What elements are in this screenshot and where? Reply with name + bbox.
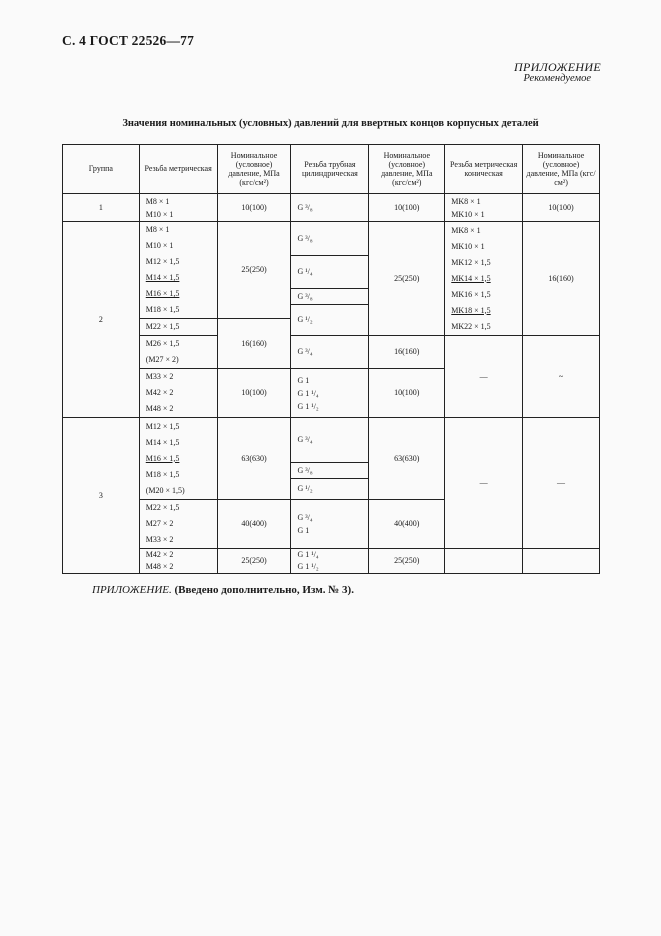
footnote-label: ПРИЛОЖЕНИЕ.	[92, 584, 172, 596]
thread-value: M14 × 1,5	[145, 273, 180, 282]
thread-value: M10 × 1	[145, 241, 174, 250]
metric-thread-cell	[139, 319, 217, 336]
footnote	[92, 584, 354, 596]
column-header: Резьба метрическая	[139, 145, 217, 194]
thread-value: (M27 × 2)	[145, 355, 179, 364]
pressure-cell: 10(100)	[217, 194, 291, 222]
pressure-cell: 25(250)	[369, 549, 445, 574]
table-row	[63, 418, 600, 500]
thread-value: G ³/₄	[291, 418, 368, 463]
thread-value: G ³/₄	[297, 513, 313, 522]
thread-value: M42 × 2	[145, 550, 174, 559]
thread-value: G ³/₈	[291, 289, 368, 305]
pressure-cell: 40(400)	[369, 500, 445, 549]
thread-value: MK8 × 1	[451, 225, 481, 235]
thread-value: G ¹/₂	[297, 314, 313, 324]
pressure-cell: 10(100)	[217, 369, 291, 418]
metric-thread-cell	[139, 194, 217, 222]
pressure-cell: 63(630)	[369, 418, 445, 500]
pipe-thread-cell	[291, 418, 369, 500]
thread-value: M27 × 2	[145, 519, 174, 528]
thread-value: M10 × 1	[145, 209, 174, 219]
thread-value: M16 × 1,5	[145, 289, 180, 298]
thread-value: (M20 × 1,5)	[145, 485, 185, 495]
pipe-thread-cell: G ³/₄	[291, 336, 369, 369]
thread-value: MK18 × 1,5	[451, 305, 491, 315]
pressure-cell: 10(100)	[369, 194, 445, 222]
conic-thread-cell: —	[445, 418, 523, 549]
thread-value: M12 × 1,5	[145, 421, 180, 431]
thread-value: G 1 ¹/₂	[297, 562, 319, 571]
thread-value: MK10 × 1	[451, 241, 485, 251]
pressure-cell: 40(400)	[217, 500, 291, 549]
thread-value: M26 × 1,5	[145, 339, 180, 348]
metric-thread-cell	[139, 336, 217, 369]
conic-thread-cell	[445, 222, 523, 336]
thread-value: G 1	[297, 526, 310, 535]
table-row	[63, 549, 600, 574]
footnote-text: (Введено дополнительно, Изм. № 3).	[174, 584, 354, 596]
thread-value: M18 × 1,5	[145, 305, 180, 314]
thread-value: G 1 ¹/₄	[297, 550, 319, 559]
metric-thread-cell	[139, 418, 217, 500]
conic-thread-cell: —	[445, 336, 523, 418]
pressure-cell: 10(100)	[523, 194, 600, 222]
table-header-row	[63, 145, 600, 194]
pipe-thread-cell	[291, 222, 369, 336]
pressure-cell: —	[523, 418, 600, 549]
pressure-cell: 25(250)	[217, 549, 291, 574]
thread-value: M22 × 1,5	[145, 503, 180, 512]
metric-thread-cell	[139, 500, 217, 549]
thread-value: MK22 × 1,5	[451, 321, 491, 331]
thread-value: M33 × 2	[145, 372, 174, 381]
column-header: Номинальное (условное) давление, МПа (кгс/см²)	[523, 145, 600, 194]
table-row	[63, 222, 600, 319]
thread-value: G 1	[297, 375, 310, 385]
pipe-thread-cell	[291, 549, 369, 574]
thread-value: MK14 × 1,5	[451, 273, 491, 283]
pressure-cell	[523, 549, 600, 574]
appendix-status: Рекомендуемое	[523, 73, 591, 84]
thread-value: M33 × 2	[145, 535, 174, 544]
column-header: Номинальное (условное) давление, МПа (кгс/см²)	[217, 145, 291, 194]
table-row	[63, 194, 600, 222]
pipe-thread-cell: G ³/₈	[291, 194, 369, 222]
pressure-cell: 16(160)	[369, 336, 445, 369]
thread-value: MK16 × 1,5	[451, 289, 491, 299]
group-cell: 1	[63, 194, 140, 222]
thread-value: MK8 × 1	[451, 196, 481, 206]
thread-value: G ¹/₄	[291, 256, 368, 289]
pipe-thread-cell	[291, 369, 369, 418]
metric-thread-cell	[139, 369, 217, 418]
column-header: Резьба трубная цилиндрическая	[291, 145, 369, 194]
thread-value: M18 × 1,5	[145, 469, 180, 479]
pressure-cell: 63(630)	[217, 418, 291, 500]
pipe-thread-cell	[291, 500, 369, 549]
thread-value: M8 × 1	[145, 196, 170, 206]
column-header: Резьба метрическая коническая	[445, 145, 523, 194]
pressure-cell: ~	[523, 336, 600, 418]
pressure-cell: 10(100)	[369, 369, 445, 418]
thread-value: M48 × 2	[145, 404, 174, 413]
appendix-heading: ПРИЛОЖЕНИЕ	[514, 60, 601, 74]
thread-value: G ³/₈	[291, 223, 368, 256]
thread-value: M42 × 2	[145, 388, 174, 397]
thread-value: G ³/₈	[291, 463, 368, 479]
conic-thread-cell	[445, 549, 523, 574]
group-cell: 3	[63, 418, 140, 574]
table-row	[63, 336, 600, 369]
thread-value: MK10 × 1	[451, 209, 485, 219]
metric-thread-cell	[139, 222, 217, 319]
thread-value: MK12 × 1,5	[451, 257, 491, 267]
thread-value: G ¹/₂	[297, 484, 313, 493]
pressure-table	[62, 144, 600, 574]
column-header: Группа	[63, 145, 140, 194]
page-label: С. 4 ГОСТ 22526—77	[62, 33, 195, 48]
thread-value: M48 × 2	[145, 562, 174, 571]
group-cell: 2	[63, 222, 140, 418]
thread-value: M12 × 1,5	[145, 257, 180, 266]
thread-value: M14 × 1,5	[145, 437, 180, 447]
thread-value: M22 × 1,5	[145, 322, 180, 331]
pressure-cell: 16(160)	[523, 222, 600, 336]
thread-value: G 1 ¹/₂	[297, 401, 319, 411]
conic-thread-cell	[445, 194, 523, 222]
thread-value: M16 × 1,5	[145, 453, 180, 463]
thread-value: G 1 ¹/₄	[297, 388, 319, 398]
table-title: Значения номинальных (условных) давлений для ввертных концов корпусных деталей	[122, 118, 539, 129]
metric-thread-cell	[139, 549, 217, 574]
pressure-cell: 16(160)	[217, 319, 291, 369]
thread-value: M8 × 1	[145, 225, 170, 234]
pressure-cell: 25(250)	[369, 222, 445, 336]
pressure-cell: 25(250)	[217, 222, 291, 319]
column-header: Номинальное (условное) давление, МПа (кгс/см²)	[369, 145, 445, 194]
